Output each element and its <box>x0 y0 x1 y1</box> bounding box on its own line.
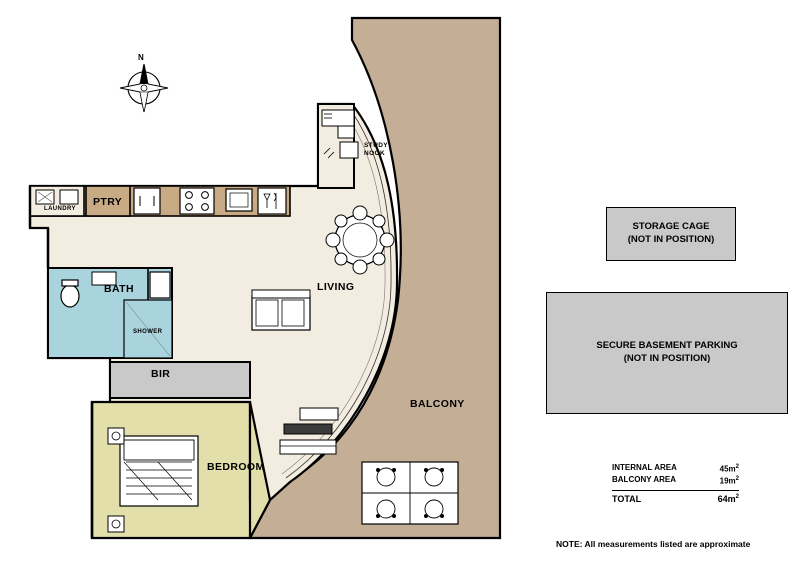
room-label-bir: BIR <box>151 368 171 380</box>
room-label-study-nook: STUDY NOOK <box>364 142 389 157</box>
cooktop <box>180 188 214 214</box>
room-label-shower: SHOWER <box>133 329 163 335</box>
area-row-total <box>612 493 739 505</box>
bed <box>120 436 198 506</box>
room-label-pantry: PTRY <box>93 196 123 208</box>
basement-parking-note: (NOT IN POSITION) <box>623 353 711 364</box>
balcony-area-value: $19m^2$ <box>719 476 739 487</box>
balcony-area-label: BALCONY AREA <box>612 475 677 485</box>
room-label-bath: BATH <box>104 283 134 295</box>
internal-area-label: INTERNAL AREA <box>612 463 677 472</box>
area-schedule <box>612 463 739 505</box>
sofa <box>252 290 310 330</box>
washing-machine <box>60 190 78 204</box>
total-area-value: $64m^2$ <box>717 493 739 504</box>
total-area-label: TOTAL <box>612 493 642 504</box>
area-row-balcony <box>612 475 739 487</box>
storage-cage-note: (NOT IN POSITION) <box>627 234 715 245</box>
room-label-living: LIVING <box>317 281 355 293</box>
glassware-cabinet <box>258 188 286 214</box>
measurement-note: NOTE: All measurements listed are approximate <box>556 539 751 549</box>
compass-north-label: N <box>138 53 144 62</box>
basement-parking-title: SECURE BASEMENT PARKING <box>596 340 738 352</box>
internal-area-value: $45m^2$ <box>719 464 739 474</box>
balcony-table-setting <box>362 462 458 524</box>
study-chair <box>340 142 358 158</box>
toilet-fixture <box>61 285 79 307</box>
storage-cage-title: STORAGE CAGE <box>632 221 710 233</box>
basement-parking-box <box>546 292 788 414</box>
bedside-table-left <box>108 428 124 444</box>
room-label-bedroom: BEDROOM <box>207 461 265 473</box>
room-label-balcony: BALCONY <box>410 398 465 410</box>
area-table-divider <box>612 490 739 491</box>
room-label-laundry: LAUNDRY <box>44 206 76 212</box>
area-row-internal <box>612 463 739 475</box>
bath-cupboard <box>150 272 170 298</box>
bir-area <box>110 362 250 398</box>
compass <box>118 55 170 113</box>
storage-cage-box <box>606 207 736 261</box>
bedside-table-right <box>108 516 124 532</box>
fridge <box>134 188 160 214</box>
